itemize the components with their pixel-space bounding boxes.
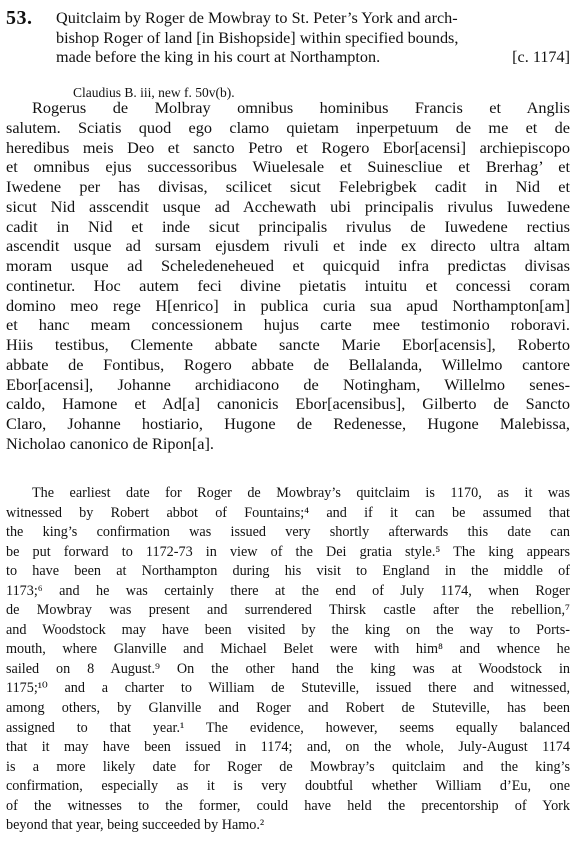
latin-line: Nicholao canonico de Ripon[a].	[6, 433, 214, 453]
latin-line: sicut Nid asscendit usque ad Acchewath ubi principalis rivulus Iuwedene	[6, 196, 570, 216]
latin-line: heredibus meis Deo et sancto Petro et Rogero Ebor[acensi] archiepiscopo	[6, 137, 570, 157]
commentary-text	[6, 484, 570, 836]
latin-line: caldo, Hamone et Ad[a] canonicis Ebor[acensibus], Gilberto de Sancto	[6, 394, 570, 414]
latin-line: cadit in Nid et inde sicut principalis rivulus de Iuwedene rectius	[6, 216, 570, 236]
commentary-line: witnessed by Robert abbot of Fountains;⁴ and if it can be assumed that	[6, 504, 570, 521]
commentary-line: de Mowbray was present and surrendered Thirsk castle after the rebellion,⁷	[6, 602, 570, 619]
commentary-line: among others, by Glanville and Roger and Robert de Stuteville, has been	[6, 700, 570, 717]
latin-line: Hiis testibus, Clemente abbate sancte Marie Ebor[acensis], Roberto	[6, 335, 570, 354]
latin-line: salutem. Sciatis quod ego clamo quietam inperpetuum de me et de	[6, 117, 570, 137]
commentary-line: that it may have been issued in 1174; and, on the whole, July-August 1174	[6, 739, 570, 756]
latin-line: ascendit usque ad sursam ejusdem rivuli et inde ex directo ultra altam	[6, 236, 570, 256]
latin-line: Iwedene per has divisas, scilicet sicut Felebrigbek cadit in Nid et	[6, 177, 570, 196]
latin-line: continetur. Hoc autem feci divine pietatis intuitu et concessi coram	[6, 275, 570, 295]
charter-title	[56, 9, 570, 68]
latin-charter-text	[6, 98, 570, 454]
latin-line: Rogerus de Molbray omnibus hominibus Francis et Anglis	[32, 98, 570, 117]
charter-date: [c. 1174]	[512, 48, 570, 66]
commentary-line: of the witnesses to the former, could have held the precentorship of York	[6, 797, 570, 814]
commentary-line: the king’s confirmation was issued very shortly afterwards this date can	[6, 524, 570, 541]
commentary-line: and Woodstock may have been visited by the king on the way to Ports-	[6, 621, 570, 638]
commentary-line: beyond that year, being succeeded by Hamo.²	[6, 817, 265, 834]
latin-line: moram usque ad Scheledeneheued et quicquid infra predictas divisas	[6, 256, 570, 275]
commentary-line: is a more likely date for Roger de Mowbray’s quitclaim and the king’s	[6, 758, 570, 775]
manuscript-reference: Claudius B. iii, new f. 50v(b).	[73, 85, 235, 100]
commentary-line: assigned to that year.¹ The evidence, however, seems equally balanced	[6, 719, 570, 736]
charter-title-line	[56, 48, 570, 68]
commentary-line: 1173;⁶ and he was certainly there at the end of July 1174, when Roger	[6, 582, 570, 599]
commentary-line: be put forward to 1172-73 in view of the Dei gratia style.⁵ The king appears	[6, 543, 570, 560]
latin-line: et omnibus ejus successoribus Wiuelesale et Suinescliue et Brerhag’ et	[6, 157, 570, 177]
latin-line: Ebor[acensi], Johanne archidiacono de Notingham, Willelmo senes-	[6, 374, 570, 394]
charter-title-line: bishop Roger of land [in Bishopside] within specified bounds,	[56, 28, 459, 47]
commentary-line: The earliest date for Roger de Mowbray’s quitclaim is 1170, as it was	[32, 485, 570, 501]
latin-line: et hanc meam concessionem hujus carte mee testimonio roboravi.	[6, 315, 570, 335]
commentary-line: to have been at Northampton during his visit to England in the middle of	[6, 563, 570, 580]
commentary-line: mouth, where Glanville and Michael Belet were with him⁸ and whence he	[6, 641, 570, 658]
charter-title-line: Quitclaim by Roger de Mowbray to St. Peter’s York and arch-	[56, 9, 458, 27]
commentary-line: sailed on 8 August.⁹ On the other hand the king was at Woodstock in	[6, 660, 570, 677]
latin-line: domino meo rege H[enrico] in publica curia sua apud Northampton[am]	[6, 295, 570, 315]
commentary-line: confirmation, especially as it is very doubtful whether William d’Eu, one	[6, 778, 570, 795]
charter-title-line-text: made before the king in his court at Northampton.	[56, 48, 381, 66]
latin-line: Claro, Johanne hostiario, Hugone de Redenesse, Hugone Malebissa,	[6, 414, 570, 433]
latin-line: abbate de Fontibus, Rogero abbate de Bellalanda, Willelmo cantore	[6, 354, 570, 374]
commentary-line: 1175;¹⁰ and a charter to William de Stuteville, issued there and witnessed,	[6, 680, 570, 697]
charter-number: 53.	[6, 7, 33, 29]
